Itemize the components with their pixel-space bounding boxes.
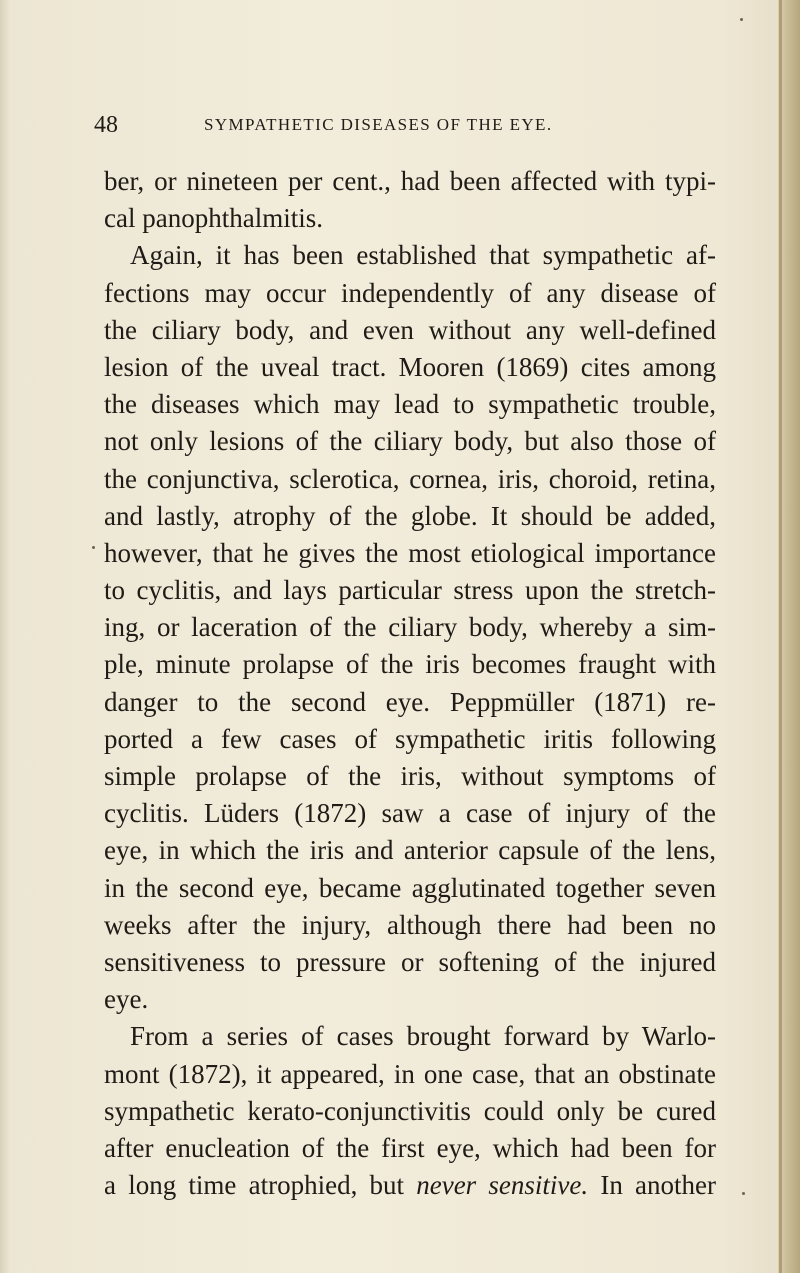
text-line: eye.: [104, 984, 149, 1015]
text-line: simple prolapse of the iris, without symptoms of: [104, 761, 716, 791]
paper-speck: [740, 18, 743, 21]
paragraph-start-line: Again, it has been established that sympathetic af-: [130, 240, 716, 271]
text-line: danger to the second eye. Peppmüller (1871) re-: [104, 686, 716, 717]
page-edge-line: [779, 0, 782, 1273]
text-line: the conjunctiva, sclerotica, cornea, iris, choroid, retina,: [104, 463, 716, 494]
running-title: SYMPATHETIC DISEASES OF THE EYE.: [204, 115, 553, 134]
text-line: and lastly, atrophy of the globe. It should be added,: [104, 500, 716, 531]
text-line: however, that he gives the most etiological importance: [104, 537, 716, 568]
text-line: mont (1872), it appeared, in one case, that an obstinate: [104, 1058, 716, 1089]
text-line: the diseases which may lead to sympathetic trouble,: [104, 389, 716, 420]
text-line: not only lesions of the ciliary body, but also those of: [104, 426, 716, 457]
page-header: [94, 112, 694, 138]
text-line: ple, minute prolapse of the iris becomes fraught with: [104, 649, 716, 680]
text-line: after enucleation of the first eye, which had been for: [104, 1132, 716, 1163]
text-line: lesion of the uveal tract. Mooren (1869) cites among: [104, 351, 716, 382]
text-run: a long time atrophied, but: [104, 1170, 417, 1201]
paper-speck: [742, 1192, 745, 1195]
text-line: ber, or nineteen per cent., had been affected with typi-: [104, 166, 716, 196]
text-line: eye, in which the iris and anterior capsule of the lens,: [104, 835, 716, 866]
text-run: In another: [588, 1170, 716, 1201]
text-line: weeks after the injury, although there had been no: [104, 909, 716, 940]
text-line-with-italic: [104, 1167, 716, 1204]
text-line: cal panophthalmitis.: [104, 203, 323, 234]
text-line: in the second eye, became agglutinated together seven: [104, 872, 716, 903]
paper-speck: [92, 546, 95, 549]
text-line: cyclitis. Lüders (1872) saw a case of injury of the: [104, 798, 716, 829]
paragraph-start-line: From a series of cases brought forward by Warlo-: [130, 1021, 716, 1052]
body-text: [104, 163, 716, 1204]
text-line: the ciliary body, and even without any well-defined: [104, 314, 716, 345]
italic-phrase: never sensitive.: [416, 1170, 589, 1201]
text-line: sympathetic kerato-conjunctivitis could only be cured: [104, 1095, 716, 1126]
gutter-shadow: [0, 0, 10, 1273]
text-line: ported a few cases of sympathetic iritis following: [104, 723, 716, 754]
text-line: sensitiveness to pressure or softening of the injured: [104, 946, 716, 977]
text-line: ing, or laceration of the ciliary body, whereby a sim-: [104, 612, 716, 643]
page-number: 48: [94, 112, 118, 138]
text-line: fections may occur independently of any disease of: [104, 277, 716, 308]
text-line: to cyclitis, and lays particular stress upon the stretch-: [104, 575, 716, 606]
